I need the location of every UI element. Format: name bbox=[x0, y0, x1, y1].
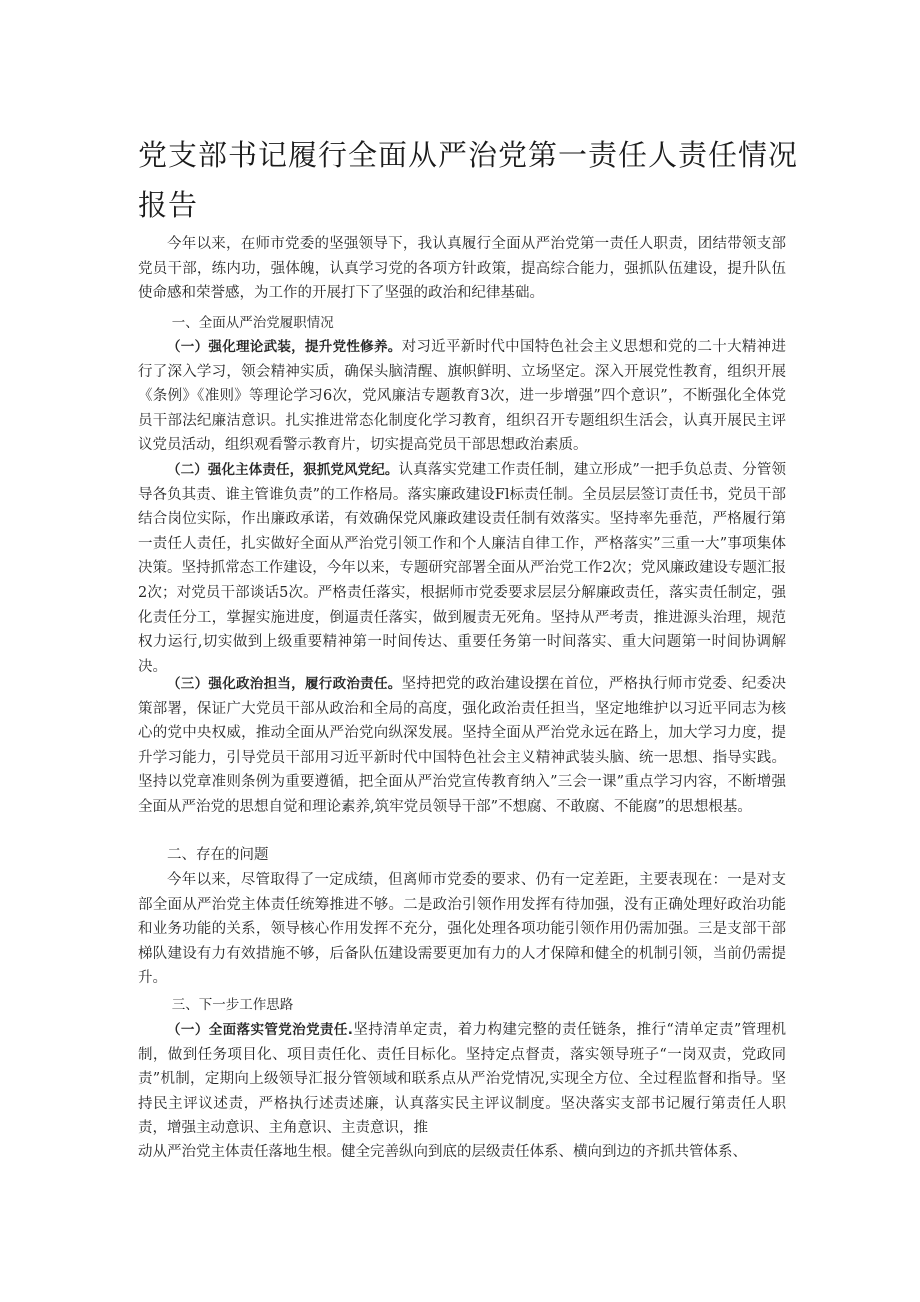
section-3-item-1 bbox=[138, 1018, 786, 1141]
item-lead: （三）强化政治担当，履行政治责任。 bbox=[167, 676, 402, 692]
document-title: 党支部书记履行全面从严治党第一责任人责任情况报告 bbox=[138, 138, 799, 222]
intro-paragraph: 今年以来，在师市党委的坚强领导下，我认真履行全面从严治党第一责任人职责，团结带领支部党员干部，练内功，强体魄，认真学习党的各项方针政策，提高综合能力，强抓队伍建设，提升队伍使命感和荣誉感，为工作的开展打下了坚强的政治和纪律基础。 bbox=[138, 236, 786, 302]
section-1-item-3 bbox=[138, 672, 786, 820]
section-1-item-2 bbox=[138, 458, 786, 679]
item-body: 对习近平新时代中国特色社会主义思想和党的二十大精神进行了深入学习，领会精神实质，确保头脑清醒、旗帜鲜明、立场坚定。深入开展党性教育，组织开展《条例》《准则》等理论学习6次，党风廉洁专题教育3次，进一步增强”四个意识”，不断强化全体党员干部法纪廉洁意识。扎实推进常态化制度化学习教育，组织召开专题组织生活会，认真开展民主评议党员活动，组织观看警示教育片，切实提高党员干部思想政治素质。 bbox=[138, 339, 787, 454]
item-lead: （一）强化理论武装，提升党性修养。 bbox=[167, 339, 402, 355]
section-2-heading: 二、存在的问题 bbox=[167, 847, 269, 863]
section-3-continuation: 动从严治党主体责任落地生根。健全完善纵向到底的层级责任体系、横向到边的齐抓共管体系、 bbox=[138, 1144, 747, 1160]
item-body: 认真落实党建工作责任制，建立形成”一把手负总责、分管领导各负其责、谁主管谁负责”的工作格局。落实廉政建设Fl标责任制。全员层层签订责任书，党员干部结合岗位实际，作出廉政承诺，有效确保党风廉政建设责任制有效落实。坚持率先垂范，严格履行第一责任人责任，扎实做好全面从严治党引领工作和个人廉洁自律工作，严格落实”三重一大”事项集体决策。坚持抓常态工作建设，今年以来，专题研究部署全面从严治党工作2次；党风廉政建设专题汇报2次；对党员干部谈话5次。严格责任落实，根据师市党委要求层层分解廉政责任，落实责任制定，强化责任分工，掌握实施进度，倒逼责任落实，做到履责无死角。坚持从严考责，推进源头治理，规范权力运行,切实做到上级重要精神第一时间传达、重要任务第一时间落实、重大问题第一时间协调解决。 bbox=[138, 462, 786, 675]
item-lead: （二）强化主体责任，狠抓党风党纪。 bbox=[167, 462, 399, 478]
section-1-item-1 bbox=[138, 335, 786, 458]
section-1-heading: 一、全面从严治党履职情况 bbox=[171, 315, 334, 331]
item-body: 坚持把党的政治建设摆在首位，严格执行师市党委、纪委决策部署，保证广大党员干部从政治和全局的高度，强化政治责任担当，坚定地维护以习近平同志为核心的党中央权威，推动全面从严治党向纵深发展。坚持全面从严治党永远在路上，加大学习力度，提升学习能力，引导党员干部用习近平新时代中国特色社会主义精神武装头脑、统一思想、指导实践。坚持以党章准则条例为重要遵循，把全面从严治党宣传教育纳入”三会一课”重点学习内容，不断增强全面从严治党的思想自觉和理论素养,筑牢党员领导干部”不想腐、不敢腐、不能腐”的思想根基。 bbox=[138, 676, 787, 815]
item-lead: （一）全面落实管党治党责任. bbox=[167, 1022, 353, 1038]
section-3-heading: 三、下一步工作思路 bbox=[171, 997, 294, 1013]
item-body: 坚持清单定责，着力构建完整的责任链条，推行“清单定责”管理机制，做到任务项目化、项目责任化、责任目标化。坚持定点督责，落实领导班子“一岗双责，党政同责”机制，定期向上级领导汇报分管领域和联系点从严治党情况,实现全方位、全过程监督和指导。坚持民主评议述责，严格执行述责述廉，认真落实民主评议制度。坚决落实支部书记履行第责任人职责，增强主动意识、主角意识、主责意识，推 bbox=[138, 1022, 786, 1137]
section-2-body: 今年以来，尽管取得了一定成绩，但离师市党委的要求、仍有一定差距，主要表现在：一是对支部全面从严治党主体责任统筹推进不够。二是政治引领作用发挥有待加强，没有正确处理好政治功能和业务功能的关系，领导核心作用发挥不充分，强化处理各项功能引领作用仍需加强。三是支部干部梯队建设有力有效措施不够，后备队伍建设需要更加有力的人才保障和健全的机制引领，当前仍需提升。 bbox=[138, 872, 786, 987]
